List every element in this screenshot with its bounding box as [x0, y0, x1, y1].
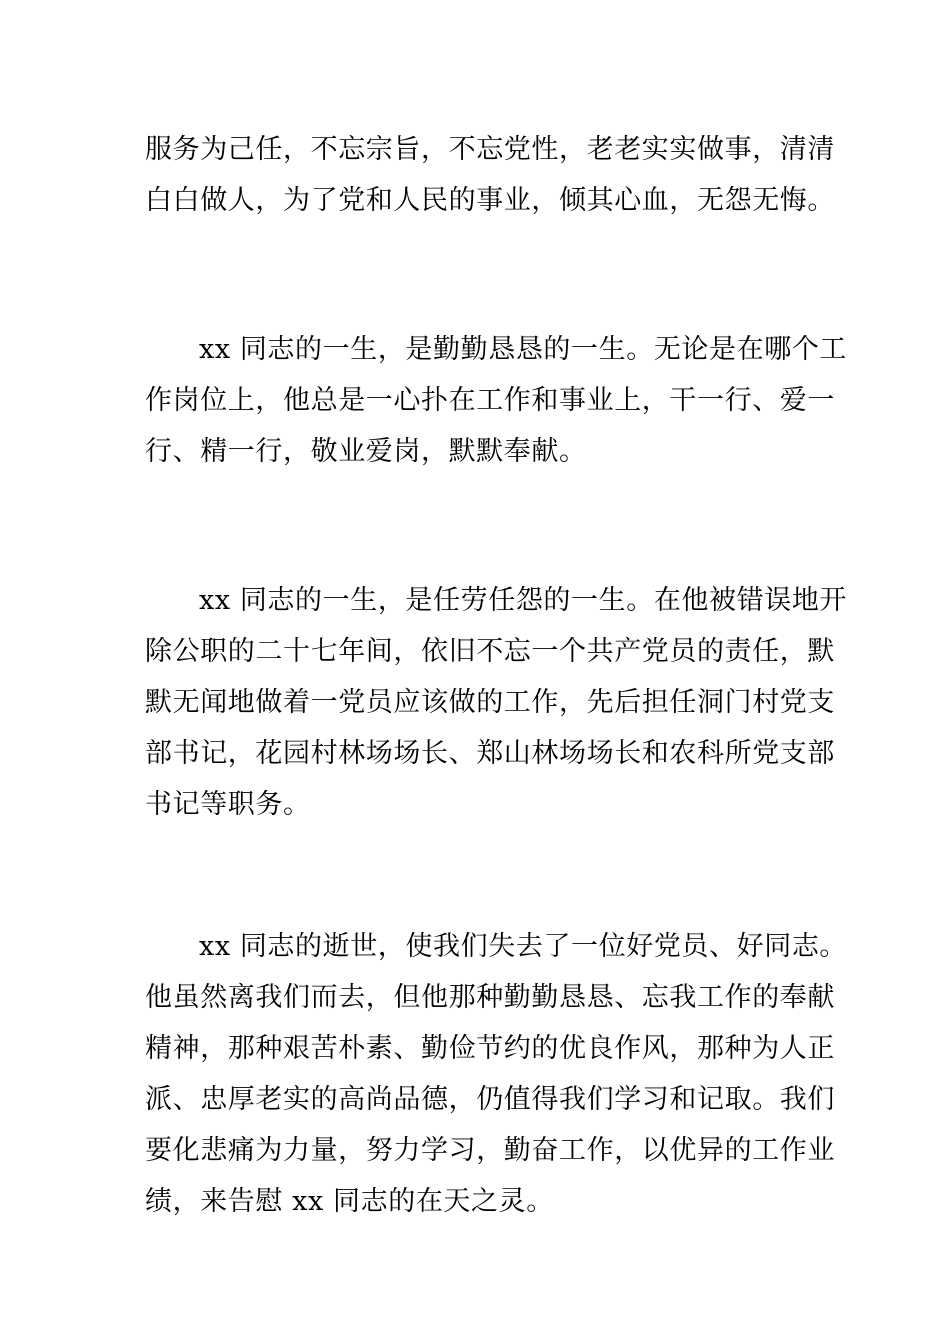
- paragraph-2-line-2: 作岗位上，他总是一心扑在工作和事业上，干一行、爱一: [145, 385, 835, 416]
- paragraph-4-line-3: 精神，那种艰苦朴素、勤俭节约的优良作风，那种为人正: [145, 1033, 835, 1064]
- paragraph-1-line-1: 服务为己任，不忘宗旨，不忘党性，老老实实做事，清清: [145, 134, 835, 165]
- paragraph-3-line-3: 默无闻地做着一党员应该做的工作，先后担任洞门村党支: [145, 687, 835, 718]
- paragraph-4-line-1: xx 同志的逝世，使我们失去了一位好党员、好同志。: [199, 931, 848, 962]
- paragraph-3-line-2: 除公职的二十七年间，依旧不忘一个共产党员的责任，默: [145, 636, 835, 667]
- paragraph-2-line-1: xx 同志的一生，是勤勤恳恳的一生。无论是在哪个工: [199, 334, 848, 365]
- paragraph-4-line-4: 派、忠厚老实的高尚品德，仍值得我们学习和记取。我们: [145, 1084, 835, 1115]
- paragraph-2-line-3: 行、精一行，敬业爱岗，默默奉献。: [145, 436, 587, 467]
- paragraph-4-line-5: 要化悲痛为力量，努力学习，勤奋工作，以优异的工作业: [145, 1135, 835, 1166]
- paragraph-4-line-2: 他虽然离我们而去，但他那种勤勤恳恳、忘我工作的奉献: [145, 982, 835, 1013]
- paragraph-4-line-6: 绩，来告慰 xx 同志的在天之灵。: [145, 1186, 554, 1217]
- paragraph-1-line-2: 白白做人，为了党和人民的事业，倾其心血，无怨无悔。: [145, 185, 835, 216]
- paragraph-3-line-4: 部书记，花园村林场场长、郑山林场场长和农科所党支部: [145, 738, 835, 769]
- paragraph-3-line-1: xx 同志的一生，是任劳任怨的一生。在他被错误地开: [199, 585, 848, 616]
- paragraph-3-line-5: 书记等职务。: [145, 789, 311, 820]
